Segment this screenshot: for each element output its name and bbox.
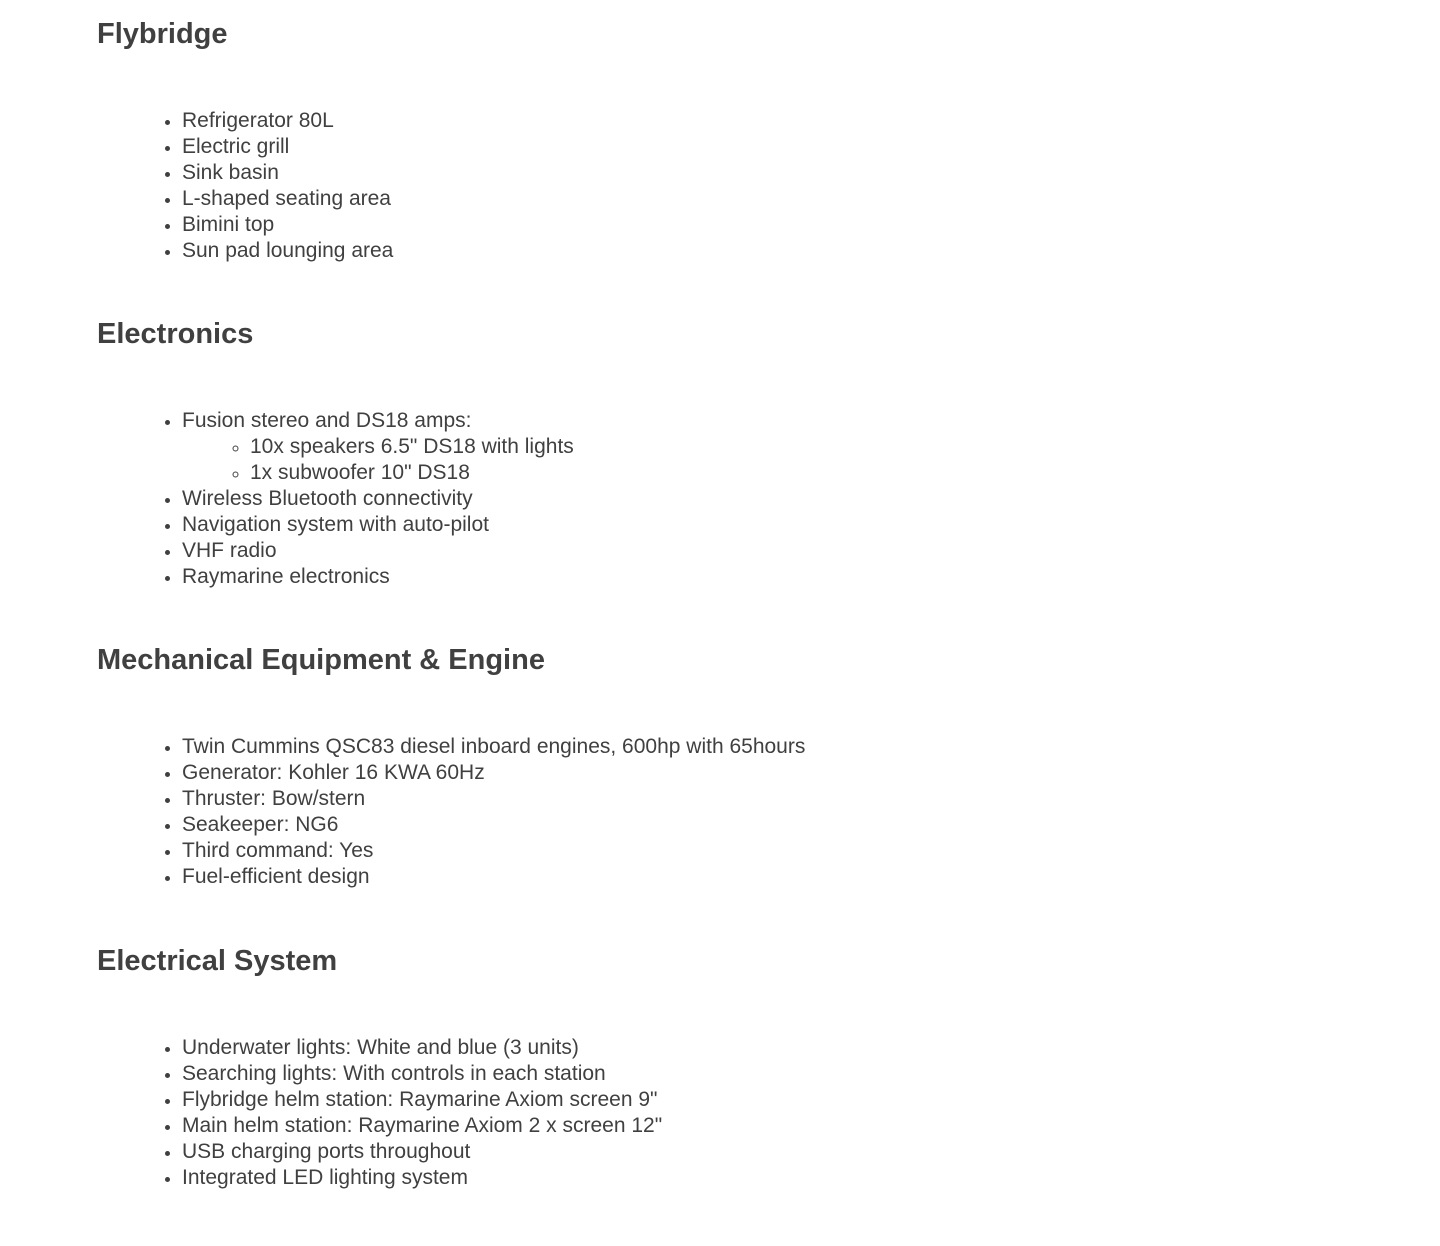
section-heading: Electrical System <box>97 945 338 977</box>
list-item: • Seakeeper: NG6 <box>182 812 1397 838</box>
list-item: • Navigation system with auto-pilot <box>182 512 1397 538</box>
list-item: • Sun pad lounging area <box>182 238 1397 264</box>
sub-feature-list <box>182 434 1397 486</box>
feature-list <box>97 1035 1397 1191</box>
feature-list <box>97 734 1397 890</box>
section-mechanical-equipment-engine <box>97 643 1397 890</box>
list-item: • Raymarine electronics <box>182 564 1397 590</box>
list-item <box>182 408 1397 486</box>
list-item: • Bimini top <box>182 212 1397 238</box>
list-item: • Generator: Kohler 16 KWA 60Hz <box>182 760 1397 786</box>
sub-list-item: ◦ 10x speakers 6.5" DS18 with lights <box>250 434 1397 460</box>
list-item: • Flybridge helm station: Raymarine Axiom screen 9" <box>182 1087 1397 1113</box>
list-item-label: Fusion stereo and DS18 amps: <box>182 409 472 432</box>
list-item: • Twin Cummins QSC83 diesel inboard engines, 600hp with 65hours <box>182 734 1397 760</box>
sub-list-item: ◦ 1x subwoofer 10" DS18 <box>250 460 1397 486</box>
list-item: • USB charging ports throughout <box>182 1139 1397 1165</box>
section-heading: Flybridge <box>97 18 228 50</box>
list-item: • Thruster: Bow/stern <box>182 786 1397 812</box>
list-item: • L-shaped seating area <box>182 186 1397 212</box>
list-item: • Sink basin <box>182 160 1397 186</box>
list-item: • Searching lights: With controls in each station <box>182 1061 1397 1087</box>
feature-list <box>97 408 1397 590</box>
list-item: • Integrated LED lighting system <box>182 1165 1397 1191</box>
list-item: • Third command: Yes <box>182 838 1397 864</box>
section-heading: Mechanical Equipment & Engine <box>97 644 545 676</box>
list-item: • Electric grill <box>182 134 1397 160</box>
list-item: • Underwater lights: White and blue (3 units) <box>182 1035 1397 1061</box>
list-item: • Fuel-efficient design <box>182 864 1397 890</box>
section-electrical-system <box>97 944 1397 1191</box>
feature-list <box>97 108 1397 264</box>
list-item: • Wireless Bluetooth connectivity <box>182 486 1397 512</box>
list-item: • VHF radio <box>182 538 1397 564</box>
section-heading: Electronics <box>97 318 254 350</box>
list-item: • Refrigerator 80L <box>182 108 1397 134</box>
section-flybridge <box>97 17 1397 264</box>
spec-content <box>97 0 1397 1191</box>
section-electronics <box>97 317 1397 590</box>
list-item: • Main helm station: Raymarine Axiom 2 x screen 12" <box>182 1113 1397 1139</box>
